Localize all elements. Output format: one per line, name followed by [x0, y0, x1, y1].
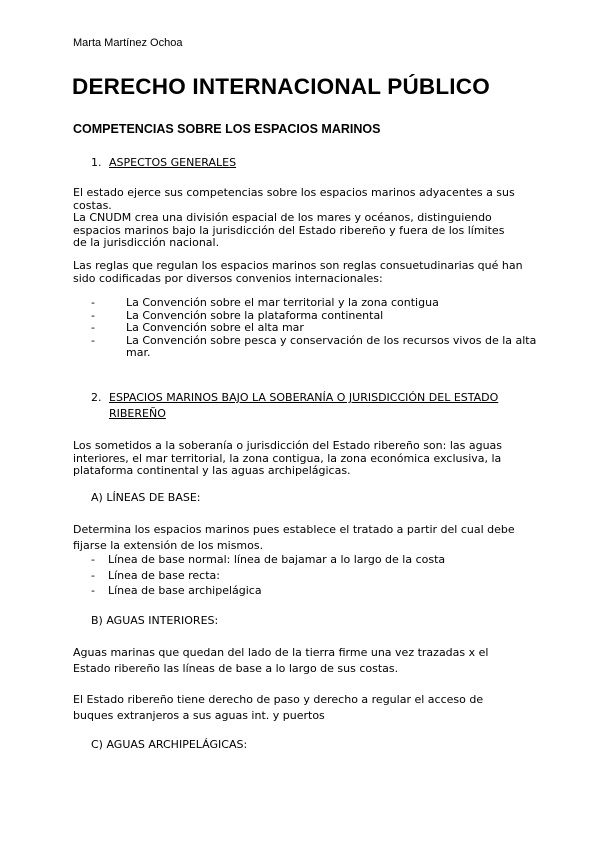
section-1-number: 1.: [91, 156, 102, 169]
list-item: - Línea de base recta:: [91, 568, 220, 582]
convention-list: [91, 296, 537, 361]
section-2-number: 2.: [91, 391, 102, 404]
list-item: - Línea de base archipelágica: [91, 584, 262, 597]
subsection-b-paragraph-2: El Estado ribereño tiene derecho de paso y derecho a regular el acceso de buques extranjeros a sus aguas int. y puertos: [73, 693, 484, 722]
subsection-a-heading: A) LÍNEAS DE BASE:: [91, 491, 201, 504]
section-1-paragraph-2: Las reglas que regulan los espacios marinos son reglas consuetudinarias qué han sido codificadas por diversos convenios internacionales:: [73, 259, 523, 285]
document-subtitle: COMPETENCIAS SOBRE LOS ESPACIOS MARINOS: [73, 122, 381, 136]
list-item: - La Convención sobre la plataforma continental: [91, 308, 384, 322]
base-line-list: [91, 552, 471, 600]
document-author: Marta Martínez Ochoa: [73, 37, 183, 49]
list-item: - La Convención sobre el alta mar: [91, 321, 304, 334]
subsection-c-heading: C) AGUAS ARCHIPELÁGICAS:: [91, 738, 248, 751]
section-2-heading: ESPACIOS MARINOS BAJO LA SOBERANÍA O JURISDICCIÓN DEL ESTADO RIBEREÑO: [109, 391, 499, 420]
section-2-paragraph: Los sometidos a la soberanía o jurisdicción del Estado ribereño son: las aguas interiores, el mar territorial, la zona contigua, la zona económica exclusiva, la plataforma continental y las aguas archipelágicas.: [73, 439, 503, 477]
subsection-b-heading: B) AGUAS INTERIORES:: [91, 614, 219, 627]
section-1-paragraph-1: El estado ejerce sus competencias sobre los espacios marinos adyacentes a sus costas. La CNUDM crea una división espacial de los mares y océanos, distinguiendo espacios marinos bajo la jurisdicción del Estado ribereño y fuera de los límites de la jurisdicción nacional.: [73, 186, 515, 249]
document-title: DERECHO INTERNACIONAL PÚBLICO: [72, 74, 490, 99]
subsection-b-paragraph-1: Aguas marinas que quedan del lado de la tierra firme una vez trazadas x el Estado ribereño las líneas de base a lo largo de sus costas.: [73, 646, 489, 675]
list-item: - La Convención sobre el mar territorial y la zona contigua: [91, 296, 439, 309]
list-item: - Línea de base normal: línea de bajamar a lo largo de la costa: [91, 553, 446, 566]
subsection-a-paragraph: Determina los espacios marinos pues establece el tratado a partir del cual debe fijarse la extensión de los mismos.: [73, 523, 515, 552]
list-item: - La Convención sobre pesca y conservación de los recursos vivos de la alta mar.: [91, 333, 537, 359]
section-1-heading: ASPECTOS GENERALES: [109, 156, 237, 169]
